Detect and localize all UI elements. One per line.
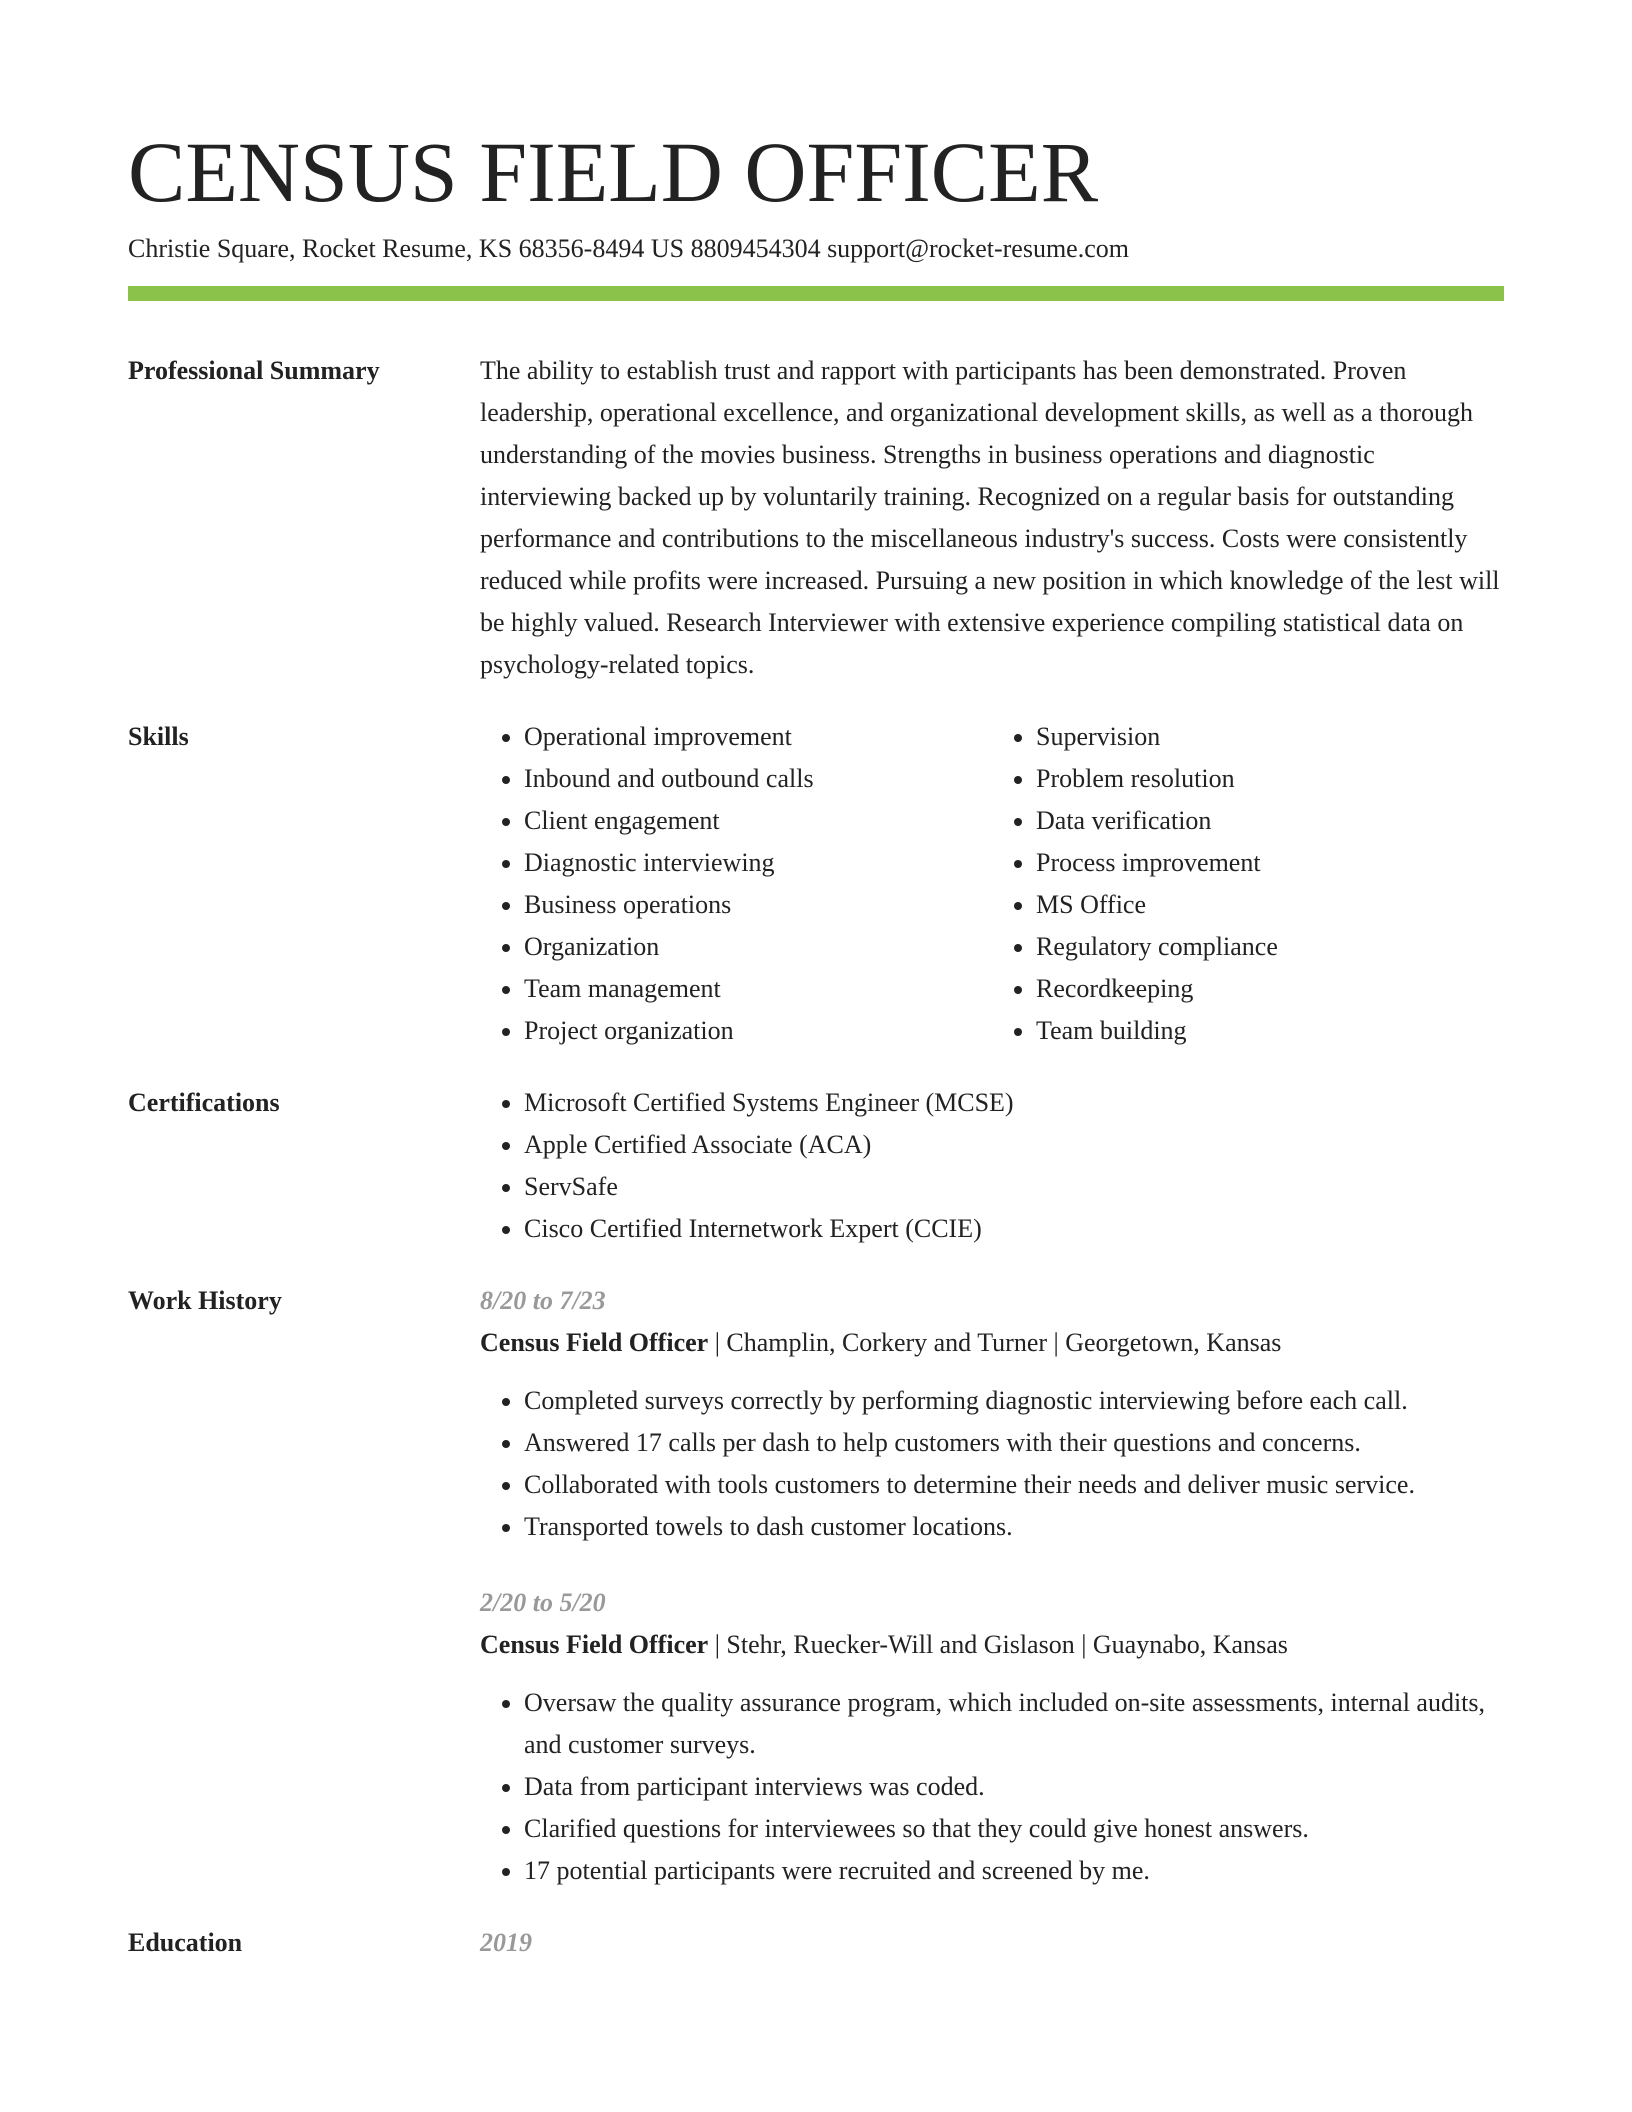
skills-list-right <box>992 716 1504 1052</box>
skills-section <box>128 716 1504 1052</box>
job-title: Census Field Officer <box>480 1328 709 1357</box>
certification-item: • Cisco Certified Internetwork Expert (CCIE) <box>524 1208 1504 1250</box>
job-title-line <box>480 1322 1504 1364</box>
job-bullets <box>480 1380 1504 1548</box>
skill-item: • Problem resolution <box>1036 758 1504 800</box>
summary-text: The ability to establish trust and rapport with participants has been demonstrated. Proven leadership, operational excellence, and organizational development skills, as well as a thorough understanding of the movies business. Strengths in business operations and diagnostic interviewing backed up by voluntarily training. Recognized on a regular basis for outstanding performance and contributions to the miscellaneous industry's success. Costs were consistently reduced while profits were increased. Pursuing a new position in which knowledge of the lest will be highly valued. Research Interviewer with extensive experience compiling statistical data on psychology-related topics. <box>480 356 1500 679</box>
job-bullet: • Data from participant interviews was coded. <box>524 1766 1504 1808</box>
education-section <box>128 1922 1504 1964</box>
certifications-label: Certifications <box>128 1088 280 1117</box>
job-bullet: • 17 potential participants were recruited and screened by me. <box>524 1850 1504 1892</box>
work-history-section <box>128 1280 1504 1892</box>
skill-item: • Team management <box>524 968 992 1010</box>
skill-item: • MS Office <box>1036 884 1504 926</box>
work-history-body <box>480 1280 1504 1892</box>
job-bullet: • Clarified questions for interviewees so that they could give honest answers. <box>524 1808 1504 1850</box>
education-dates: 2019 <box>480 1928 532 1957</box>
skill-item: • Operational improvement <box>524 716 992 758</box>
work-history-label: Work History <box>128 1286 282 1315</box>
job-employer-location: | Stehr, Ruecker-Will and Gislason | Guaynabo, Kansas <box>708 1630 1288 1659</box>
skills-label: Skills <box>128 722 189 751</box>
education-body <box>480 1922 1504 1964</box>
job-entry <box>480 1582 1504 1892</box>
certification-item: • Microsoft Certified Systems Engineer (MCSE) <box>524 1082 1504 1124</box>
skill-item: • Project organization <box>524 1010 992 1052</box>
job-title-line <box>480 1624 1504 1666</box>
skill-item: • Recordkeeping <box>1036 968 1504 1010</box>
resume-name-heading: CENSUS FIELD OFFICER <box>128 124 1099 220</box>
certification-item: • ServSafe <box>524 1166 1504 1208</box>
job-bullet: • Completed surveys correctly by performing diagnostic interviewing before each call. <box>524 1380 1504 1422</box>
certification-item: • Apple Certified Associate (ACA) <box>524 1124 1504 1166</box>
job-bullet: • Collaborated with tools customers to determine their needs and deliver music service. <box>524 1464 1504 1506</box>
certifications-body <box>480 1082 1504 1250</box>
job-title: Census Field Officer <box>480 1630 709 1659</box>
summary-section <box>128 350 1504 686</box>
job-entry <box>480 1280 1504 1548</box>
job-dates: 2/20 to 5/20 <box>480 1588 606 1617</box>
certifications-list <box>480 1082 1504 1250</box>
skill-item: • Business operations <box>524 884 992 926</box>
skill-item: • Supervision <box>1036 716 1504 758</box>
contact-line: Christie Square, Rocket Resume, KS 68356-8494 US 8809454304 support@rocket-resume.com <box>128 234 1129 263</box>
skill-item: • Diagnostic interviewing <box>524 842 992 884</box>
summary-label: Professional Summary <box>128 356 380 385</box>
job-bullet: • Transported towels to dash customer locations. <box>524 1506 1504 1548</box>
skill-item: • Process improvement <box>1036 842 1504 884</box>
header-accent-rule <box>128 286 1504 301</box>
skill-item: • Regulatory compliance <box>1036 926 1504 968</box>
education-label: Education <box>128 1928 243 1957</box>
skills-body <box>480 716 1504 1052</box>
job-dates: 8/20 to 7/23 <box>480 1286 606 1315</box>
resume-sections <box>128 350 1504 1994</box>
job-bullets <box>480 1682 1504 1892</box>
job-employer-location: | Champlin, Corkery and Turner | Georgetown, Kansas <box>708 1328 1282 1357</box>
job-bullet: • Answered 17 calls per dash to help customers with their questions and concerns. <box>524 1422 1504 1464</box>
summary-body <box>480 350 1504 686</box>
skills-list-left <box>480 716 992 1052</box>
certifications-section <box>128 1082 1504 1250</box>
skill-item: • Data verification <box>1036 800 1504 842</box>
skill-item: • Organization <box>524 926 992 968</box>
skill-item: • Client engagement <box>524 800 992 842</box>
skill-item: • Inbound and outbound calls <box>524 758 992 800</box>
job-bullet: • Oversaw the quality assurance program, which included on-site assessments, internal audits, and customer surveys. <box>524 1682 1504 1766</box>
skill-item: • Team building <box>1036 1010 1504 1052</box>
